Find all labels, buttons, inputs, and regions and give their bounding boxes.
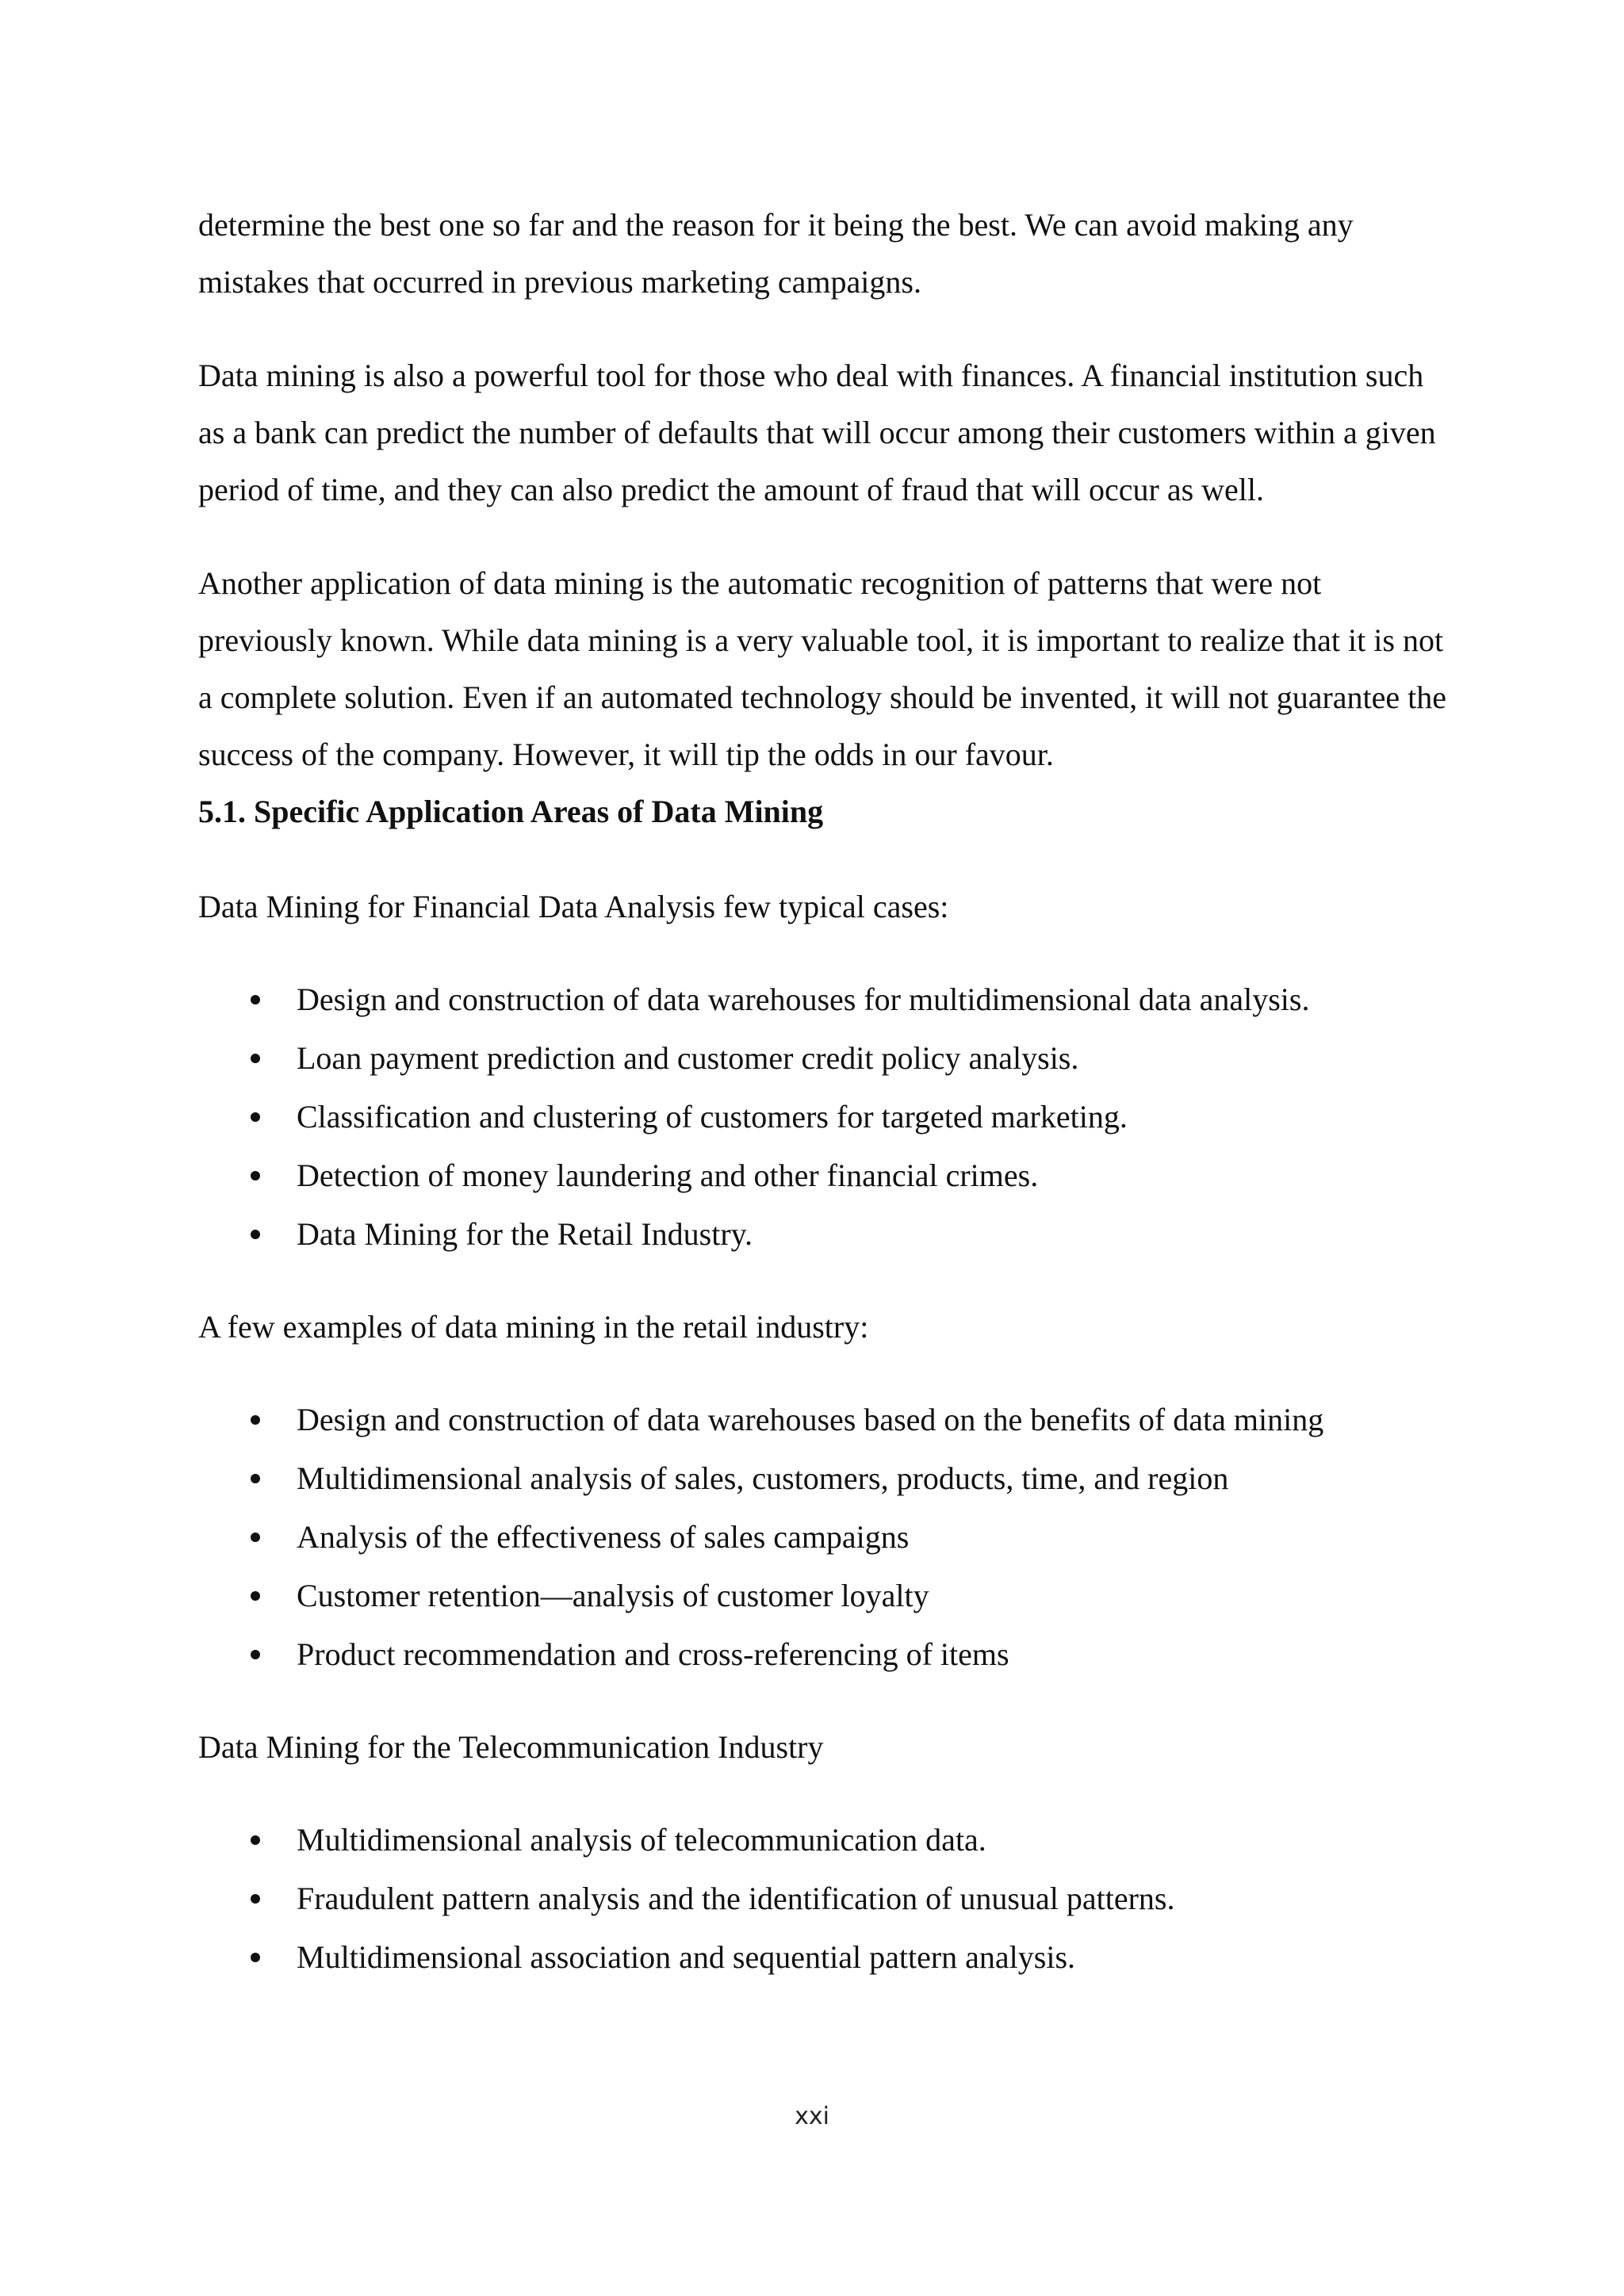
list-item: [198, 1391, 1451, 1449]
bullet-icon: [251, 1054, 260, 1063]
list-item: [198, 1508, 1451, 1567]
bullet-icon: [251, 1415, 260, 1425]
paragraph-finances: Data mining is also a powerful tool for those who deal with finances. A financial institution such as a bank can predict the number of defaults that will occur among their customers within a given period of time, and they can also predict the amount of fraud that will occur as well.: [198, 358, 1436, 507]
list-item: [198, 1146, 1451, 1205]
bullet-icon: [251, 1230, 260, 1239]
bullet-icon: [251, 995, 260, 1004]
bullet-icon: [251, 1533, 260, 1542]
list-item: [198, 1811, 1451, 1869]
bullet-icon: [251, 1171, 260, 1181]
bullet-icon: [251, 1835, 260, 1845]
list-item: [198, 1449, 1451, 1508]
list-item: [198, 1869, 1451, 1928]
financial-intro: Data Mining for Financial Data Analysis few typical cases:: [198, 889, 949, 924]
document-page: [198, 197, 1451, 1987]
bullet-icon: [251, 1894, 260, 1904]
list-item-text: Detection of money laundering and other financial crimes.: [297, 1158, 1039, 1193]
bullet-icon: [251, 1953, 260, 1962]
bullet-icon: [251, 1474, 260, 1483]
list-item-text: Multidimensional analysis of telecommunication data.: [297, 1822, 986, 1858]
list-item-text: Multidimensional association and sequential pattern analysis.: [297, 1939, 1076, 1975]
telecom-list: [198, 1811, 1451, 1987]
section-heading: 5.1. Specific Application Areas of Data Mining: [198, 794, 824, 829]
list-item: [198, 1205, 1451, 1264]
list-item: [198, 1567, 1451, 1625]
list-item-text: Design and construction of data warehouses for multidimensional data analysis.: [297, 982, 1310, 1017]
bullet-icon: [251, 1591, 260, 1601]
list-item-text: Multidimensional analysis of sales, customers, products, time, and region: [297, 1460, 1229, 1496]
list-item: [198, 970, 1451, 1029]
list-item: [198, 1928, 1451, 1987]
list-item-text: Fraudulent pattern analysis and the identification of unusual patterns.: [297, 1881, 1175, 1916]
paragraph-pattern-recognition: Another application of data mining is the automatic recognition of patterns that were not previously known. While data mining is a very valuable tool, it is important to realize that it is not a complete solution. Even if an automated technology should be invented, it will not guarantee the success of the company. However, it will tip the odds in our favour.: [198, 565, 1447, 772]
retail-list: [198, 1391, 1451, 1684]
paragraph-campaigns: determine the best one so far and the reason for it being the best. We can avoid making any mistakes that occurred in previous marketing campaigns.: [198, 207, 1354, 300]
bullet-icon: [251, 1112, 260, 1122]
list-item-text: Classification and clustering of customers for targeted marketing.: [297, 1099, 1128, 1135]
list-item-text: Design and construction of data warehouses based on the benefits of data mining: [297, 1402, 1324, 1437]
list-item-text: Product recommendation and cross-referencing of items: [297, 1636, 1009, 1672]
list-item-text: Analysis of the effectiveness of sales campaigns: [297, 1519, 910, 1555]
list-item-text: Loan payment prediction and customer credit policy analysis.: [297, 1040, 1079, 1076]
list-item-text: Data Mining for the Retail Industry.: [297, 1216, 753, 1252]
page-number: xxi: [795, 2103, 829, 2130]
list-item: [198, 1029, 1451, 1088]
list-item-text: Customer retention—analysis of customer loyalty: [297, 1578, 929, 1613]
telecom-intro: Data Mining for the Telecommunication Industry: [198, 1729, 824, 1765]
financial-list: [198, 970, 1451, 1264]
bullet-icon: [251, 1650, 260, 1659]
list-item: [198, 1088, 1451, 1146]
list-item: [198, 1625, 1451, 1684]
retail-intro: A few examples of data mining in the retail industry:: [198, 1309, 869, 1345]
